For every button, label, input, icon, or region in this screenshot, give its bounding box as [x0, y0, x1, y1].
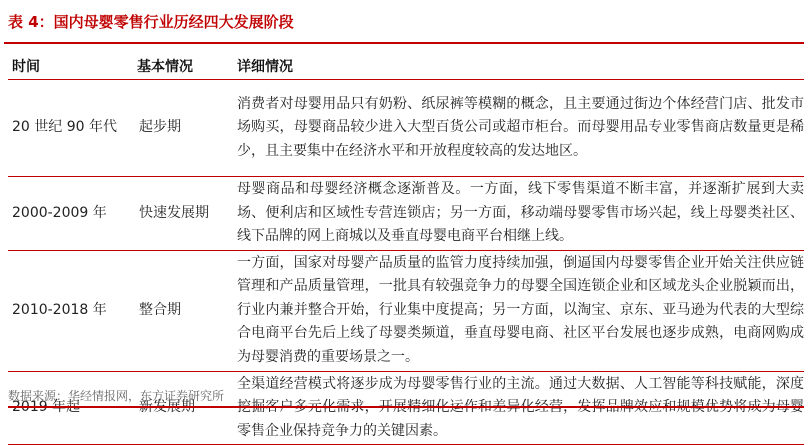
source-note: 数据来源：华经情报网，东方证券研究所 — [8, 384, 804, 408]
header-period: 时间 — [8, 54, 133, 80]
table-row — [8, 250, 804, 371]
table-row — [8, 177, 804, 251]
table-header-row — [8, 54, 804, 80]
detail-cell: 母婴商品和母婴经济概念逐渐普及。一方面，线下零售渠道不断丰富，并逐渐扩展到大卖场、便利店和区域性专营连锁店；另一方面，移动端母婴零售市场兴起，线上母婴类社区、线下品牌的网上商城以及垂直母婴电商平台相继上线。 — [233, 177, 804, 251]
detail-cell: 一方面，国家对母婴产品质量的监管力度持续加强，倒逼国内母婴零售企业开始关注供应链管理和产品质量管理，一批具有较强竞争力的母婴全国连锁企业和区域龙头企业脱颖而出，行业内兼并整合开始，行业集中度提高；另一方面，以淘宝、京东、亚马逊为代表的大型综合电商平台先后上线了母婴类频道，垂直母婴电商、社区平台发展也逐步成熟，电商网购成为母婴消费的重要场景之一。 — [233, 250, 804, 371]
stage-cell: 整合期 — [133, 250, 233, 371]
period-cell: 2019 年起 — [8, 371, 133, 445]
stage-cell: 新发展期 — [133, 371, 233, 445]
stage-cell: 起步期 — [133, 80, 233, 177]
period-cell: 2000-2009 年 — [8, 177, 133, 251]
table-title: 表 4：国内母婴零售行业历经四大发展阶段 — [4, 0, 804, 44]
period-cell: 2010-2018 年 — [8, 250, 133, 371]
period-cell: 20 世纪 90 年代 — [8, 80, 133, 177]
stage-cell: 快速发展期 — [133, 177, 233, 251]
header-detail: 详细情况 — [233, 54, 804, 80]
table-row — [8, 80, 804, 177]
detail-cell: 全渠道经营模式将逐步成为母婴零售行业的主流。通过大数据、人工智能等科技赋能，深度挖掘客户多元化需求，开展精细化运作和差异化经营，发挥品牌效应和规模优势将成为母婴零售企业保持竞争力的关键因素。 — [233, 371, 804, 445]
detail-cell: 消费者对母婴用品只有奶粉、纸尿裤等模糊的概念，且主要通过街边个体经营门店、批发市场购买，母婴商品较少进入大型百货公司或超市柜台。而母婴用品专业零售商店数量更是稀少，且主要集中在经济水平和开放程度较高的发达地区。 — [233, 80, 804, 177]
header-stage: 基本情况 — [133, 54, 233, 80]
